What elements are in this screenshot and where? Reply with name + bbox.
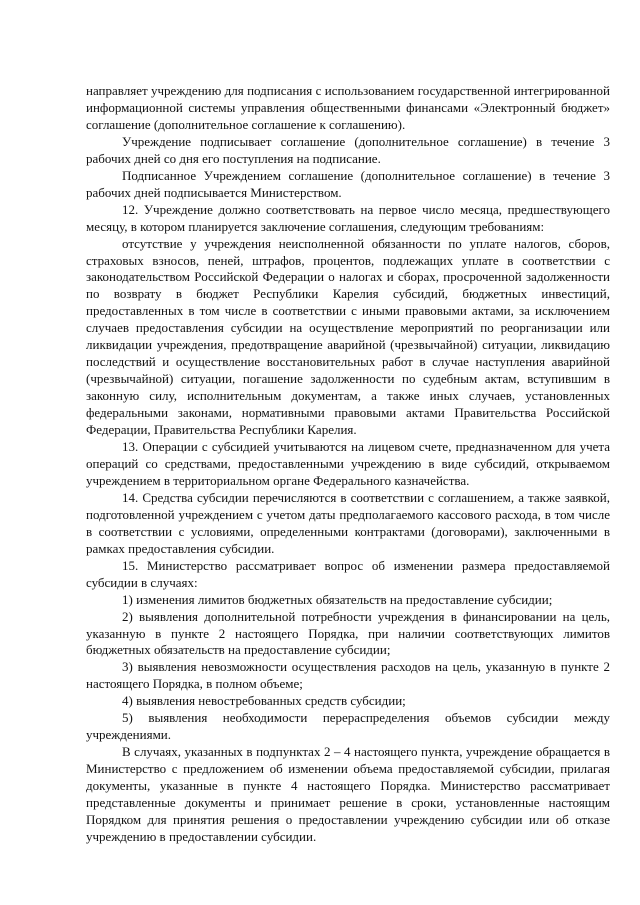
list-item-1: 1) изменения лимитов бюджетных обязательств на предоставление субсидии; xyxy=(122,591,553,607)
list-item-3: 3) выявления невозможности осуществления расходов на цель, указанную в пункте 2 настоящего Порядка, в полном объеме; xyxy=(86,659,610,692)
paragraph-continuation: направляет учреждению для подписания с использованием государственной интегрированной информационной системы управления общественными финансами «Электронный бюджет» соглашение (дополнительное соглашение к соглашению). xyxy=(86,83,610,132)
list-item-4: 4) выявления невостребованных средств субсидии; xyxy=(122,693,406,709)
list-item-5: 5) выявления необходимости перераспределения объемов субсидии между учреждениями. xyxy=(86,710,610,743)
paragraph-ministry-signing: Подписанное Учреждением соглашение (дополнительное соглашение) в течение 3 рабочих дней подписывается Министерством. xyxy=(86,167,610,200)
paragraph-item-15: 15. Министерство рассматривает вопрос об изменении размера предоставляемой субсидии в случаях: xyxy=(86,557,610,590)
paragraph-signing: Учреждение подписывает соглашение (дополнительное соглашение) в течение 3 рабочих дней со дня его поступления на подписание. xyxy=(86,133,610,166)
paragraph-closing: В случаях, указанных в подпунктах 2 – 4 настоящего пункта, учреждение обращается в Министерство с предложением об изменении объема предоставляемой субсидии, прилагая документы, указанные в пункте 4 настоящего Порядка. Министерство рассматривает представленные документы и принимает решение в сроки, установленные настоящим Порядком для принятия решения о предоставлении учреждению субсидии или об отказе учреждению в предоставлении субсидии. xyxy=(86,744,610,844)
paragraph-item-12: 12. Учреждение должно соответствовать на первое число месяца, предшествующего месяцу, в котором планируется заключение соглашения, следующим требованиям: xyxy=(86,201,610,234)
paragraph-item-13: 13. Операции с субсидией учитываются на лицевом счете, предназначенном для учета операций со средствами, предоставленными учреждению в виде субсидий, открываемом учреждением в территориальном органе Федерального казначейства. xyxy=(86,439,610,488)
document-page xyxy=(86,83,610,846)
paragraph-requirement: отсутствие у учреждения неисполненной обязанности по уплате налогов, сборов, страховых взносов, пеней, штрафов, процентов, подлежащих уплате в соответствии с законодательством Российской Федерации о налогах и сборах, просроченной задолженности по возврату в бюджет Республики Карелия субсидий, бюджетных инвестиций, предоставленных в том числе в соответствии с иными правовыми актами, за исключением случаев предоставления субсидии на осуществление мероприятий по реорганизации или ликвидации учреждения, предотвращение аварийной (чрезвычайной) ситуации, ликвидацию последствий и осуществление восстановительных работ в случае наступления аварийной (чрезвычайной) ситуации, погашение задолженности по судебным актам, вступившим в законную силу, исполнительным документам, а также иных случаев, установленных федеральными законами, нормативными правовыми актами Правительства Российской Федерации, Правительства Республики Карелия. xyxy=(86,235,610,438)
paragraph-item-14: 14. Средства субсидии перечисляются в соответствии с соглашением, а также заявкой, подготовленной учреждением с учетом даты предполагаемого кассового расхода, в том числе в соответствии с условиями, определенными контрактами (договорами), заключенными в рамках предоставления субсидии. xyxy=(86,489,610,556)
list-item-2: 2) выявления дополнительной потребности учреждения в финансировании на цель, указанную в пункте 2 настоящего Порядка, при наличии соответствующих лимитов бюджетных обязательств на предоставление субсидии; xyxy=(86,608,610,658)
